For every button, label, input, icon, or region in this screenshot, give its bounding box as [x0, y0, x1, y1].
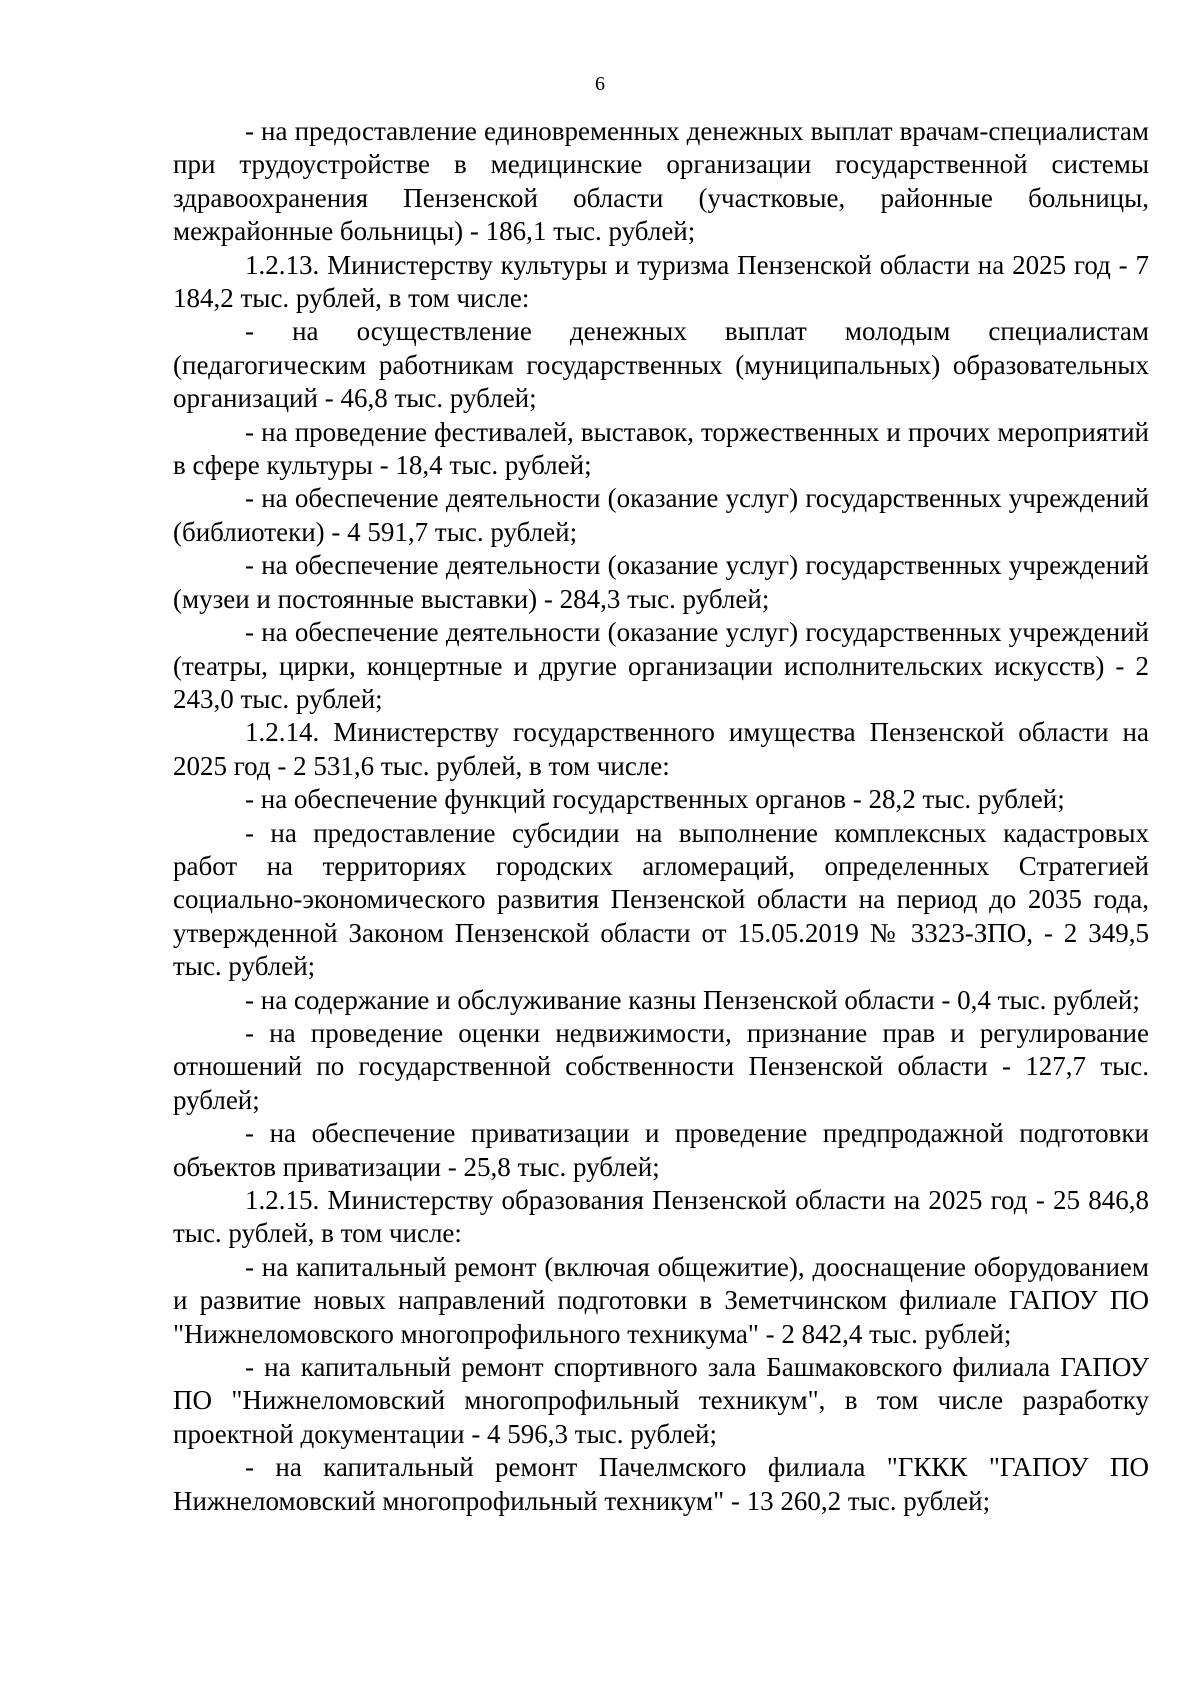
paragraph-1-2-13-ministry-culture: 1.2.13. Министерству культуры и туризма Пензенской области на 2025 год - 7 184,2 тыс. рублей, в том числе: [173, 249, 1149, 314]
paragraph-1-2-15-ministry-education: 1.2.15. Министерству образования Пензенской области на 2025 год - 25 846,8 тыс. рублей, в том числе: [173, 1185, 1149, 1249]
paragraph-pachelma-branch: - на капитальный ремонт Пачелмского филиала "ГККК "ГАПОУ ПО Нижнеломовский многопрофильный техникум" - 13 260,2 тыс. рублей; [173, 1452, 1149, 1516]
paragraph-privatization: - на обеспечение приватизации и проведение предпродажной подготовки объектов приватизации - 25,8 тыс. рублей; [173, 1118, 1149, 1182]
paragraph-payments-young-specialists: - на осуществление денежных выплат молодым специалистам (педагогическим работникам государственных (муниципальных) образовательных организаций - 46,8 тыс. рублей; [173, 316, 1149, 414]
paragraph-festivals: - на проведение фестивалей, выставок, торжественных и прочих мероприятий в сфере культуры - 18,4 тыс. рублей; [173, 416, 1149, 481]
paragraph-libraries: - на обеспечение деятельности (оказание услуг) государственных учреждений (библиотеки) - 4 591,7 тыс. рублей; [173, 483, 1149, 547]
paragraph-property-valuation: - на проведение оценки недвижимости, признание прав и регулирование отношений по государственной собственности Пензенской области - 127,7 тыс. рублей; [173, 1017, 1149, 1115]
paragraph-payments-doctors: - на предоставление единовременных денежных выплат врачам-специалистам при трудоустройстве в медицинские организации государственной системы здравоохранения Пензенской области (участковые, районные больницы, межрайонные больницы) - 186,1 тыс. рублей; [173, 116, 1149, 247]
paragraph-zemetchino-branch: - на капитальный ремонт (включая общежитие), дооснащение оборудованием и развитие новых направлений подготовки в Земетчинском филиале ГАПОУ ПО "Нижнеломовского многопрофильного техникума" - 2 842,4 тыс. рублей; [173, 1251, 1149, 1349]
page-number: 6 [595, 73, 605, 95]
paragraph-state-bodies-functions: - на обеспечение функций государственных органов - 28,2 тыс. рублей; [245, 784, 1065, 815]
paragraph-cadastral-works: - на предоставление субсидии на выполнение комплексных кадастровых работ на территориях городских агломераций, определенных Стратегией социально-экономического развития Пензенской области на период до 2035 года, утвержденной Законом Пензенской области от 15.05.2019 № 3323-ЗПО, - 2 349,5 тыс. рублей; [173, 817, 1149, 982]
paragraph-theatres: - на обеспечение деятельности (оказание услуг) государственных учреждений (театры, цирки, концертные и другие организации исполнительских искусств) - 2 243,0 тыс. рублей; [173, 617, 1149, 714]
paragraph-1-2-14-ministry-property: 1.2.14. Министерству государственного имущества Пензенской области на 2025 год - 2 531,6 тыс. рублей, в том числе: [173, 717, 1149, 781]
paragraph-museums: - на обеспечение деятельности (оказание услуг) государственных учреждений (музеи и постоянные выставки) - 284,3 тыс. рублей; [173, 550, 1149, 614]
paragraph-treasury-maintenance: - на содержание и обслуживание казны Пензенской области - 0,4 тыс. рублей; [245, 984, 1140, 1015]
document-body [173, 115, 1149, 1518]
paragraph-bashmakovo-gym: - на капитальный ремонт спортивного зала Башмаковского филиала ГАПОУ ПО "Нижнеломовский многопрофильный техникум", в том числе разработку проектной документации - 4 596,3 тыс. рублей; [173, 1352, 1149, 1449]
